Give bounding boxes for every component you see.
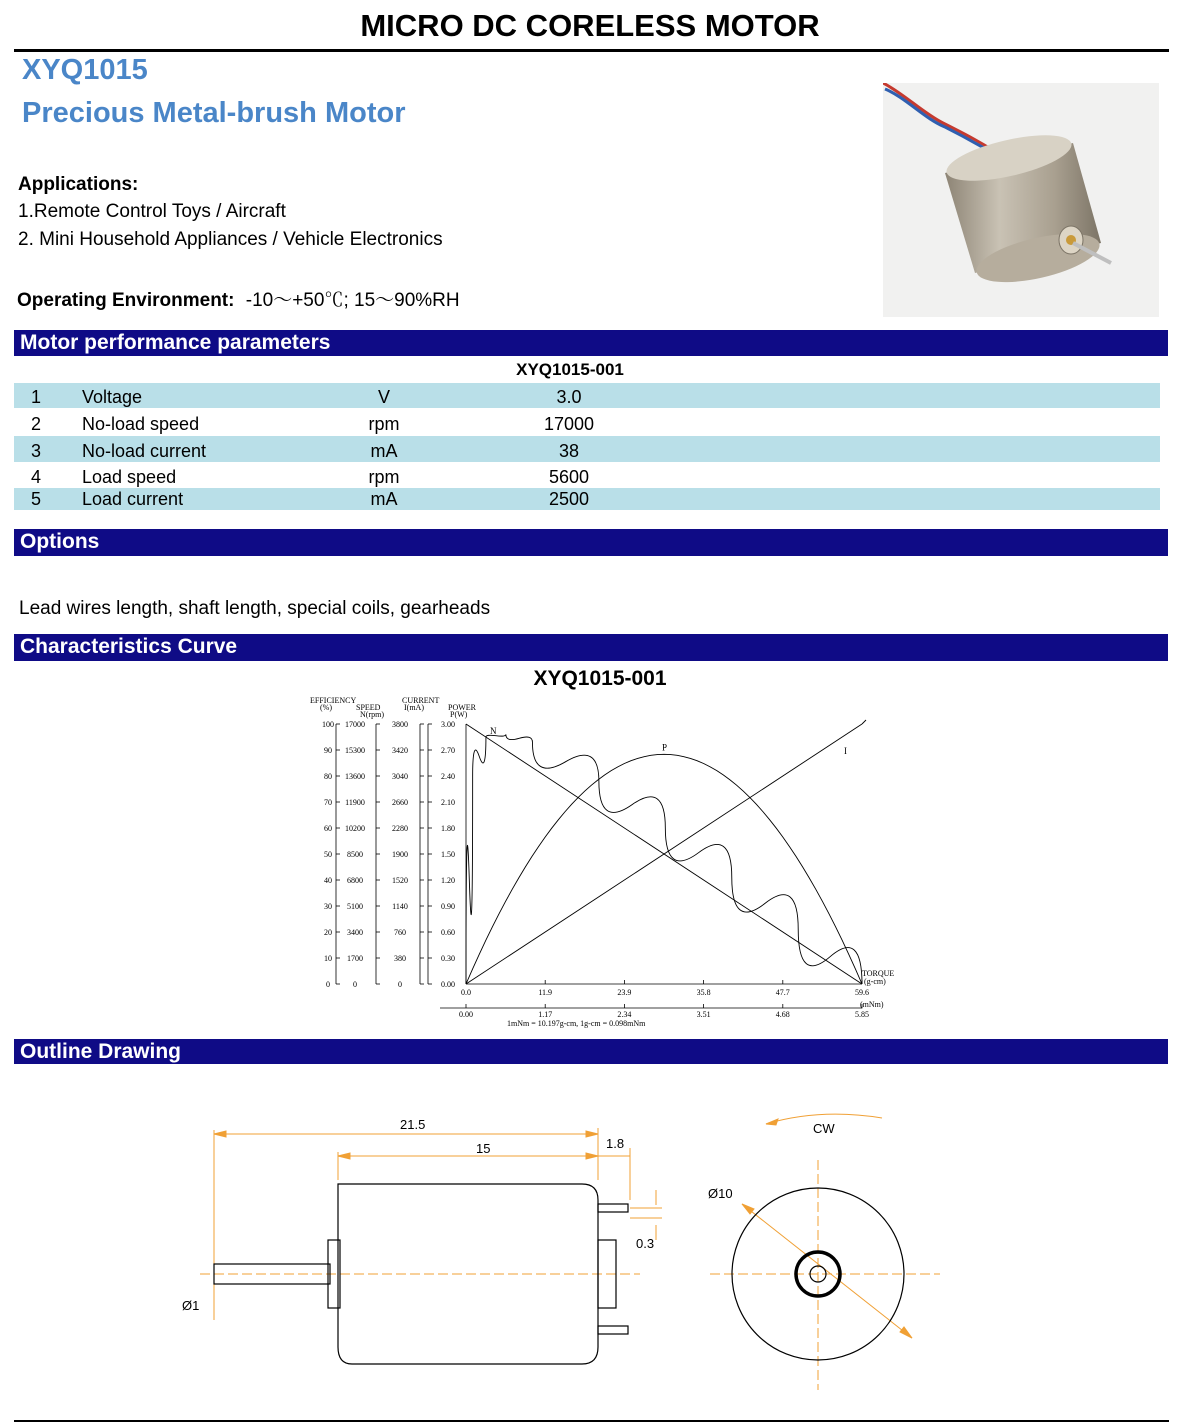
power-unit: P(W) [450,710,468,719]
current-tick: 1520 [392,876,408,885]
current-tick: 3800 [392,720,408,729]
efficiency-unit: (%) [320,703,332,712]
power-tick: 0.90 [441,902,455,911]
page-title: MICRO DC CORELESS MOTOR [360,8,820,43]
applications-heading: Applications: [18,174,139,195]
power-tick: 0.00 [441,980,455,989]
param-name: No-load speed [82,414,200,434]
series-label: N [490,726,497,736]
series-line [466,754,862,984]
current-tick: 3420 [392,746,408,755]
series-label: I [844,746,847,756]
speed-tick: 0 [353,980,357,989]
speed-label: SPEED [356,703,381,712]
table-row [14,383,1160,408]
param-name: Voltage [82,387,143,407]
power-tick: 2.70 [441,746,455,755]
row-number: 3 [30,441,41,461]
current-tick: 0 [398,980,402,989]
param-value: 38 [558,441,580,461]
table-row [14,463,1160,487]
chart-title: XYQ1015-001 [533,667,667,690]
row-number: 2 [30,414,41,434]
torque-unit: (g-cm) [864,977,886,986]
current-tick: 2280 [392,824,408,833]
param-unit: rpm [368,414,400,434]
table-row [14,488,1160,510]
param-unit: mA [370,441,398,461]
dim-diameter: Ø10 [708,1186,733,1201]
current-tick: 380 [394,954,406,963]
bottom-rule [14,1420,1169,1422]
efficiency-tick: 90 [324,746,332,755]
table-row [14,409,1160,435]
dim-body: 15 [476,1141,491,1156]
application-item: 1.Remote Control Toys / Aircraft [18,201,286,222]
torque-mnm-tick: 2.34 [617,1010,632,1019]
section-bar-outline: Outline Drawing [14,1039,1168,1064]
torque-gcm-tick: 35.8 [696,988,711,997]
torque-label: TORQUE [862,969,895,978]
efficiency-tick: 100 [322,720,334,729]
dim-overall: 21.5 [400,1117,426,1132]
section-bar-options: Options [14,529,1168,556]
section-bar-performance: Motor performance parameters [14,330,1168,356]
efficiency-tick: 40 [324,876,332,885]
torque-unit-mnm: (mNm) [860,1000,884,1009]
speed-tick: 15300 [345,746,365,755]
torque-gcm-tick: 59.6 [855,988,869,997]
efficiency-tick: 0 [326,980,330,989]
param-value: 5600 [548,467,590,487]
speed-tick: 11900 [345,798,365,807]
current-label: CURRENT [402,696,440,705]
speed-tick: 3400 [347,928,363,937]
characteristics-chart [300,690,920,1035]
param-value: 17000 [543,414,595,434]
series-line [862,720,866,724]
efficiency-tick: 30 [324,902,332,911]
current-tick: 2660 [392,798,408,807]
operating-environment [17,285,460,312]
torque-mnm-tick: 5.85 [855,1010,869,1019]
power-tick: 3.00 [441,720,455,729]
environment-label: Operating Environment: [17,290,235,311]
param-unit: mA [370,489,398,509]
series-line [466,734,862,984]
model-number: XYQ1015 [22,54,148,86]
torque-mnm-tick: 4.68 [775,1010,790,1019]
efficiency-tick: 50 [324,850,332,859]
speed-tick: 17000 [345,720,365,729]
power-tick: 1.20 [441,876,455,885]
table-row [14,436,1160,462]
dim-terminal: 1.8 [606,1136,625,1151]
row-number: 1 [30,387,41,407]
efficiency-tick: 70 [324,798,332,807]
torque-gcm-tick: 23.9 [617,988,632,997]
efficiency-label: EFFICIENCY [310,696,357,705]
param-name: Load speed [82,467,177,487]
current-unit: I(mA) [404,703,424,712]
speed-tick: 8500 [347,850,363,859]
power-tick: 0.60 [441,928,455,937]
power-tick: 1.80 [441,824,455,833]
param-model: XYQ1015-001 [516,360,624,379]
motor-photo [883,83,1159,317]
series-label: P [662,742,668,753]
power-label: POWER [448,703,476,712]
torque-mnm-tick: 3.51 [696,1010,711,1019]
torque-mnm-tick: 0.00 [459,1010,473,1019]
section-bar-characteristics: Characteristics Curve [14,634,1168,661]
speed-tick: 1700 [347,954,363,963]
speed-tick: 13600 [345,772,365,781]
efficiency-tick: 60 [324,824,332,833]
speed-tick: 6800 [347,876,363,885]
power-tick: 0.30 [441,954,455,963]
param-name: Load current [82,489,184,509]
param-name: No-load current [82,441,207,461]
current-tick: 1140 [392,902,408,911]
product-subtitle: Precious Metal-brush Motor [22,97,406,129]
outline-drawing [170,1100,970,1400]
torque-gcm-tick: 0.0 [461,988,471,997]
torque-gcm-tick: 47.7 [775,988,790,997]
conversion-note: 1mNm = 10.197g-cm, 1g-cm = 0.098mNm [507,1019,646,1028]
efficiency-tick: 10 [324,954,332,963]
efficiency-tick: 20 [324,928,332,937]
options-text: Lead wires length, shaft length, special coils, gearheads [19,598,491,619]
speed-tick: 5100 [347,902,363,911]
dim-terminal-gap: 0.3 [636,1236,655,1251]
current-tick: 3040 [392,772,408,781]
row-number: 5 [30,489,41,509]
speed-tick: 10200 [345,824,365,833]
title-rule [14,49,1169,52]
power-tick: 2.40 [441,772,455,781]
environment-value: -10～+50℃; 15～90%RH [245,290,460,311]
dim-shaft: Ø1 [182,1298,200,1313]
param-unit: V [377,387,390,407]
param-unit: rpm [368,467,400,487]
efficiency-tick: 80 [324,772,332,781]
param-value: 2500 [548,489,590,509]
dim-rotation: CW [813,1121,835,1136]
application-item: 2. Mini Household Appliances / Vehicle Electronics [18,229,443,250]
row-number: 4 [30,467,41,487]
power-tick: 1.50 [441,850,455,859]
current-tick: 1900 [392,850,408,859]
power-tick: 2.10 [441,798,455,807]
current-tick: 760 [394,928,406,937]
speed-unit: N(rpm) [360,710,384,719]
param-value: 3.0 [556,387,582,407]
torque-mnm-tick: 1.17 [538,1010,553,1019]
torque-gcm-tick: 11.9 [538,988,553,997]
